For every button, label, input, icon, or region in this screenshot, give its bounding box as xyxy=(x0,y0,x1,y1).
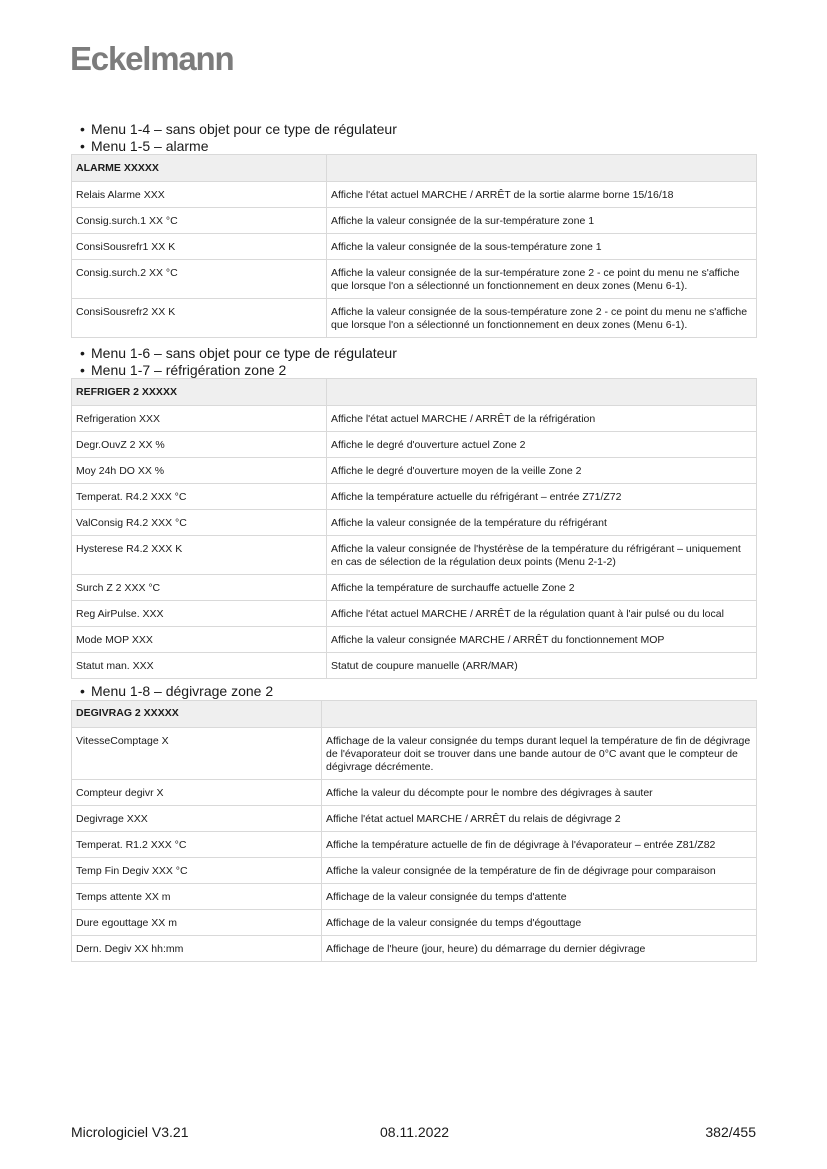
table-header-cell xyxy=(327,155,757,182)
description-cell: Affiche la température de surchauffe actuelle Zone 2 xyxy=(327,575,757,601)
table-row xyxy=(72,653,757,679)
table-row xyxy=(72,182,757,208)
description-cell: Affiche l'état actuel MARCHE / ARRÊT de la régulation quant à l'air pulsé ou du local xyxy=(327,601,757,627)
description-cell: Affichage de l'heure (jour, heure) du démarrage du dernier dégivrage xyxy=(322,935,757,961)
table-header-cell: ALARME XXXXX xyxy=(72,155,327,182)
param-cell: VitesseComptage X xyxy=(72,727,322,779)
param-cell: ConsiSousrefr2 XX K xyxy=(72,299,327,338)
bullet-text: Menu 1-8 – dégivrage zone 2 xyxy=(91,683,274,699)
table-row xyxy=(72,432,757,458)
bullet-list xyxy=(71,345,756,378)
description-cell: Affiche la valeur consignée de la température du réfrigérant xyxy=(327,510,757,536)
description-cell: Affiche la température actuelle du réfrigérant – entrée Z71/Z72 xyxy=(327,484,757,510)
param-cell: Hysterese R4.2 XXX K xyxy=(72,536,327,575)
description-cell: Affiche la température actuelle de fin de dégivrage à l'évaporateur – entrée Z81/Z82 xyxy=(322,831,757,857)
param-cell: Degivrage XXX xyxy=(72,805,322,831)
param-cell: Consig.surch.1 XX °C xyxy=(72,208,327,234)
description-cell: Affiche la valeur du décompte pour le nombre des dégivrages à sauter xyxy=(322,779,757,805)
table-header-cell: REFRIGER 2 XXXXX xyxy=(72,379,327,406)
bullet-item: • Menu 1-7 – réfrigération zone 2 xyxy=(80,361,287,378)
bullet-item: • Menu 1-8 – dégivrage zone 2 xyxy=(80,683,274,699)
bullet-item: • Menu 1-6 – sans objet pour ce type de régulateur xyxy=(80,345,397,361)
description-cell: Affiche la valeur consignée de la sous-température zone 1 xyxy=(327,234,757,260)
table-row xyxy=(72,260,757,299)
bullet-text: Menu 1-7 – réfrigération zone 2 xyxy=(91,361,287,378)
description-cell: Affichage de la valeur consignée du temps d'égouttage xyxy=(322,909,757,935)
param-cell: Dern. Degiv XX hh:mm xyxy=(72,935,322,961)
description-cell: Affiche l'état actuel MARCHE / ARRÊT du relais de dégivrage 2 xyxy=(322,805,757,831)
param-cell: Temperat. R1.2 XXX °C xyxy=(72,831,322,857)
param-cell: Statut man. XXX xyxy=(72,653,327,679)
bullet-item: • Menu 1-5 – alarme xyxy=(80,137,209,154)
table-row xyxy=(72,935,757,961)
description-cell: Affiche la valeur consignée de la sur-température zone 1 xyxy=(327,208,757,234)
description-cell: Affiche la valeur consignée MARCHE / ARRÊT du fonctionnement MOP xyxy=(327,627,757,653)
table-row xyxy=(72,510,757,536)
table-row xyxy=(72,883,757,909)
section-menu-1-8 xyxy=(71,683,756,962)
description-cell: Affichage de la valeur consignée du temps durant lequel la température de fin de dégivrage de l'évaporateur doit se trouver dans une bande autour de 0°C avant que le compteur de dégivrage décrémente. xyxy=(322,727,757,779)
param-cell: Compteur degivr X xyxy=(72,779,322,805)
degivrag-table xyxy=(71,700,757,962)
table-header-row xyxy=(72,700,757,727)
param-cell: Refrigeration XXX xyxy=(72,406,327,432)
description-cell: Affiche l'état actuel MARCHE / ARRÊT de la sortie alarme borne 15/16/18 xyxy=(327,182,757,208)
description-cell: Affichage de la valeur consignée du temps d'attente xyxy=(322,883,757,909)
description-cell: Affiche la valeur consignée de la température de fin de dégivrage pour comparaison xyxy=(322,857,757,883)
table-row xyxy=(72,831,757,857)
bullet-text: Menu 1-4 – sans objet pour ce type de régulateur xyxy=(91,121,397,137)
param-cell: Moy 24h DO XX % xyxy=(72,458,327,484)
description-cell: Affiche le degré d'ouverture moyen de la veille Zone 2 xyxy=(327,458,757,484)
param-cell: Consig.surch.2 XX °C xyxy=(72,260,327,299)
eckelmann-logo: Eckelmann xyxy=(70,40,234,77)
param-cell: Temperat. R4.2 XXX °C xyxy=(72,484,327,510)
table-row xyxy=(72,727,757,779)
description-cell: Affiche le degré d'ouverture actuel Zone 2 xyxy=(327,432,757,458)
table-row xyxy=(72,601,757,627)
param-cell: Mode MOP XXX xyxy=(72,627,327,653)
description-cell: Affiche la valeur consignée de la sur-température zone 2 - ce point du menu ne s'affiche que lorsque l'on a sélectionné un fonctionnement en deux zones (Menu 6-1). xyxy=(327,260,757,299)
table-row xyxy=(72,484,757,510)
param-cell: ConsiSousrefr1 XX K xyxy=(72,234,327,260)
bullet-text: Menu 1-6 – sans objet pour ce type de régulateur xyxy=(91,345,397,361)
table-header-row xyxy=(72,379,757,406)
table-header-cell xyxy=(322,700,757,727)
footer-firmware-version: Micrologiciel V3.21 xyxy=(71,1124,189,1140)
param-cell: Temp Fin Degiv XXX °C xyxy=(72,857,322,883)
table-row xyxy=(72,208,757,234)
table-row xyxy=(72,575,757,601)
refriger-table xyxy=(71,378,757,679)
table-row xyxy=(72,458,757,484)
footer-date: 08.11.2022 xyxy=(380,1124,450,1140)
table-row xyxy=(72,909,757,935)
table-header-cell xyxy=(327,379,757,406)
param-cell: Surch Z 2 XXX °C xyxy=(72,575,327,601)
table-row xyxy=(72,299,757,338)
param-cell: Temps attente XX m xyxy=(72,883,322,909)
param-cell: Relais Alarme XXX xyxy=(72,182,327,208)
bullet-item: • Menu 1-4 – sans objet pour ce type de régulateur xyxy=(80,121,397,137)
description-cell: Affiche la valeur consignée de l'hystérèse de la température du réfrigérant – uniquement en cas de sélection de la régulation deux points (Menu 2-1-2) xyxy=(327,536,757,575)
table-row xyxy=(72,779,757,805)
description-cell: Affiche l'état actuel MARCHE / ARRÊT de la réfrigération xyxy=(327,406,757,432)
param-cell: Degr.OuvZ 2 XX % xyxy=(72,432,327,458)
description-cell: Statut de coupure manuelle (ARR/MAR) xyxy=(327,653,757,679)
footer-page-number: 382/455 xyxy=(705,1124,756,1140)
table-row xyxy=(72,234,757,260)
section-menu-1-5 xyxy=(71,121,756,338)
table-row xyxy=(72,857,757,883)
table-row xyxy=(72,627,757,653)
description-cell: Affiche la valeur consignée de la sous-température zone 2 - ce point du menu ne s'affiche que lorsque l'on a sélectionné un fonctionnement en deux zones (Menu 6-1). xyxy=(327,299,757,338)
param-cell: ValConsig R4.2 XXX °C xyxy=(72,510,327,536)
table-row xyxy=(72,536,757,575)
table-row xyxy=(72,805,757,831)
param-cell: Reg AirPulse. XXX xyxy=(72,601,327,627)
table-header-cell: DEGIVRAG 2 XXXXX xyxy=(72,700,322,727)
table-header-row xyxy=(72,155,757,182)
bullet-text: Menu 1-5 – alarme xyxy=(91,137,209,154)
param-cell: Dure egouttage XX m xyxy=(72,909,322,935)
section-menu-1-7 xyxy=(71,345,756,679)
bullet-list xyxy=(71,121,756,154)
bullet-list xyxy=(71,683,756,700)
table-row xyxy=(72,406,757,432)
alarme-table xyxy=(71,154,757,338)
